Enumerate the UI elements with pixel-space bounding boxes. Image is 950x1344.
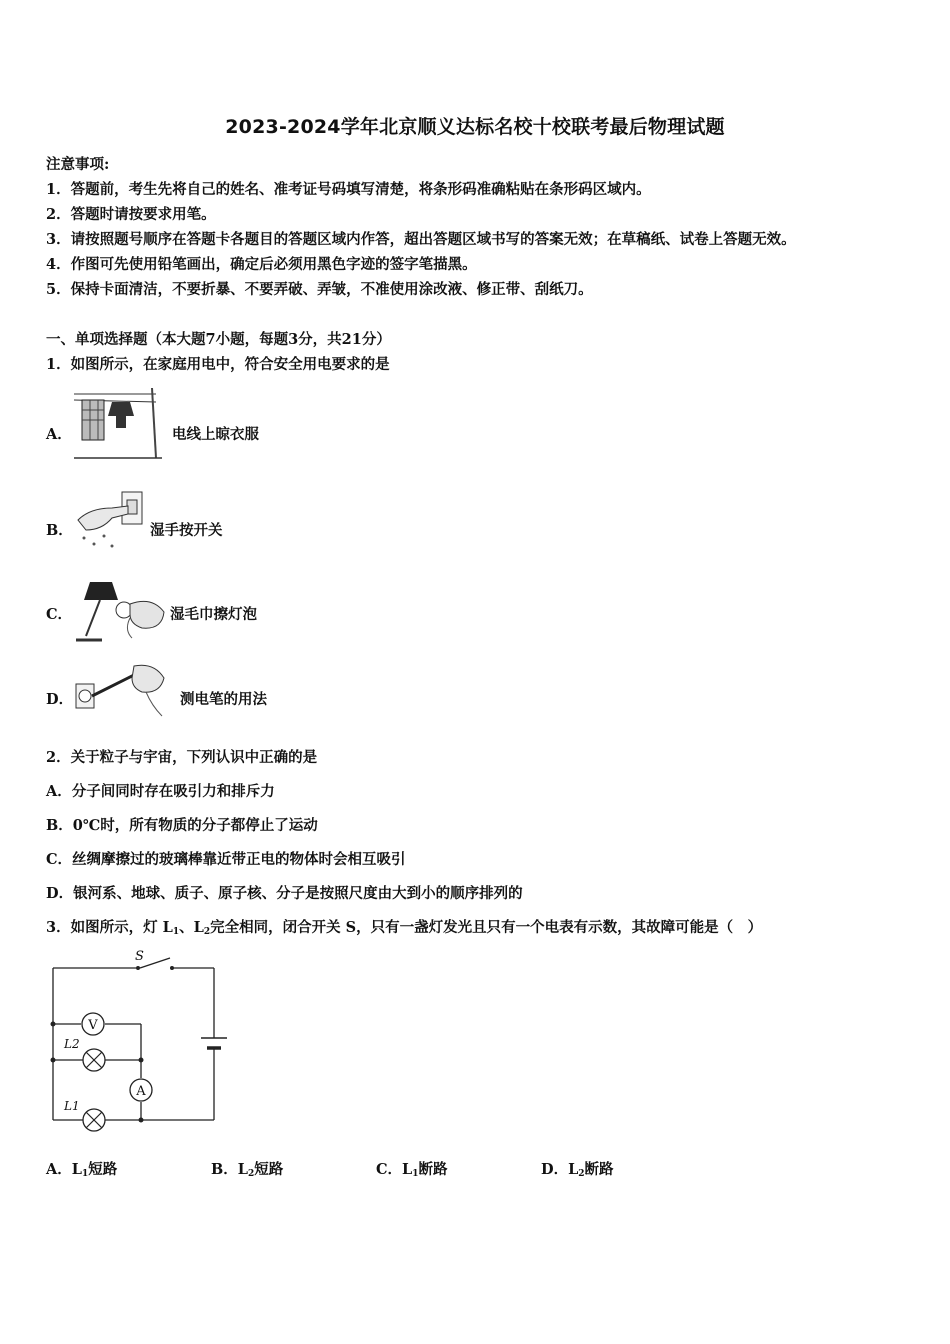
notice-item: 5．保持卡面清洁，不要折暴、不要弄破、弄皱，不准使用涂改液、修正带、刮纸刀。 [46,281,593,298]
voltmeter-symbol [82,1013,104,1035]
question-1-stem: 1．如图所示，在家庭用电中，符合安全用电要求的是 [46,356,390,373]
notice-item: 2．答题时请按要求用笔。 [46,206,216,223]
q3-option-c: C．$L_1$断路 [376,1161,448,1179]
notice-item: 1．答题前，考生先将自己的姓名、准考证号码填写清楚，将条形码准确粘贴在条形码区域内。 [46,181,651,198]
q1-option-a-label: A． [46,426,72,443]
test-pen-illustration [72,658,172,720]
q2-option-a: A．分子间同时存在吸引力和排斥力 [46,783,275,800]
voltmeter-label: V [88,1018,98,1033]
page-title: 2023-2024学年北京顺义达标名校十校联考最后物理试题 [225,116,725,138]
q2-option-b: B．0℃时，所有物质的分子都停止了运动 [46,817,318,834]
q3-option-b: B．$L_2$短路 [211,1161,284,1179]
wet-towel-bulb-illustration [72,578,168,646]
q3-option-d: D．$L_2$断路 [541,1161,614,1179]
switch-label: S [135,949,144,964]
section-heading: 一、单项选择题（本大题7小题，每题3分，共21分） [46,331,391,348]
lamp-l2-symbol [83,1049,105,1071]
question-3-stem: 3．如图所示，灯 $L_1$、$L_2$完全相同，闭合开关 S，只有一盏灯发光且只有一个电表有示数，其故障可能是（ ） [46,919,763,937]
q1-option-c-label: C． [46,606,73,623]
q2-option-c: C．丝绸摩擦过的玻璃棒靠近带正电的物体时会相互吸引 [46,851,406,868]
notice-item: 3．请按照题号顺序在答题卡各题目的答题区域内作答，超出答题区域书写的答案无效；在草稿纸、试卷上答题无效。 [46,231,796,248]
q1-option-c-text: 湿毛巾擦灯泡 [170,606,257,623]
wet-hand-switch-illustration [72,490,148,552]
lamp-l2-label: L2 [64,1037,80,1051]
ammeter-label: A [136,1084,146,1099]
circuit-diagram [44,944,234,1140]
ammeter-symbol [130,1079,152,1101]
q1-option-d-label: D． [46,691,74,708]
question-2-stem: 2．关于粒子与宇宙，下列认识中正确的是 [46,749,318,766]
clothes-on-wire-illustration [72,386,168,460]
q2-option-d: D．银河系、地球、质子、原子核、分子是按照尺度由大到小的顺序排列的 [46,885,523,902]
q1-option-a-text: 电线上晾衣服 [172,426,259,443]
q1-option-b-label: B． [46,522,73,539]
q1-option-d-text: 测电笔的用法 [180,691,267,708]
q1-option-b-text: 湿手按开关 [150,522,223,539]
notice-item: 4．作图可先使用铅笔画出，确定后必须用黑色字迹的签字笔描黑。 [46,256,477,273]
notice-heading: 注意事项: [46,156,110,173]
lamp-l1-symbol [83,1109,105,1131]
q3-option-a: A．$L_1$短路 [46,1161,118,1179]
lamp-l1-label: L1 [64,1099,80,1113]
